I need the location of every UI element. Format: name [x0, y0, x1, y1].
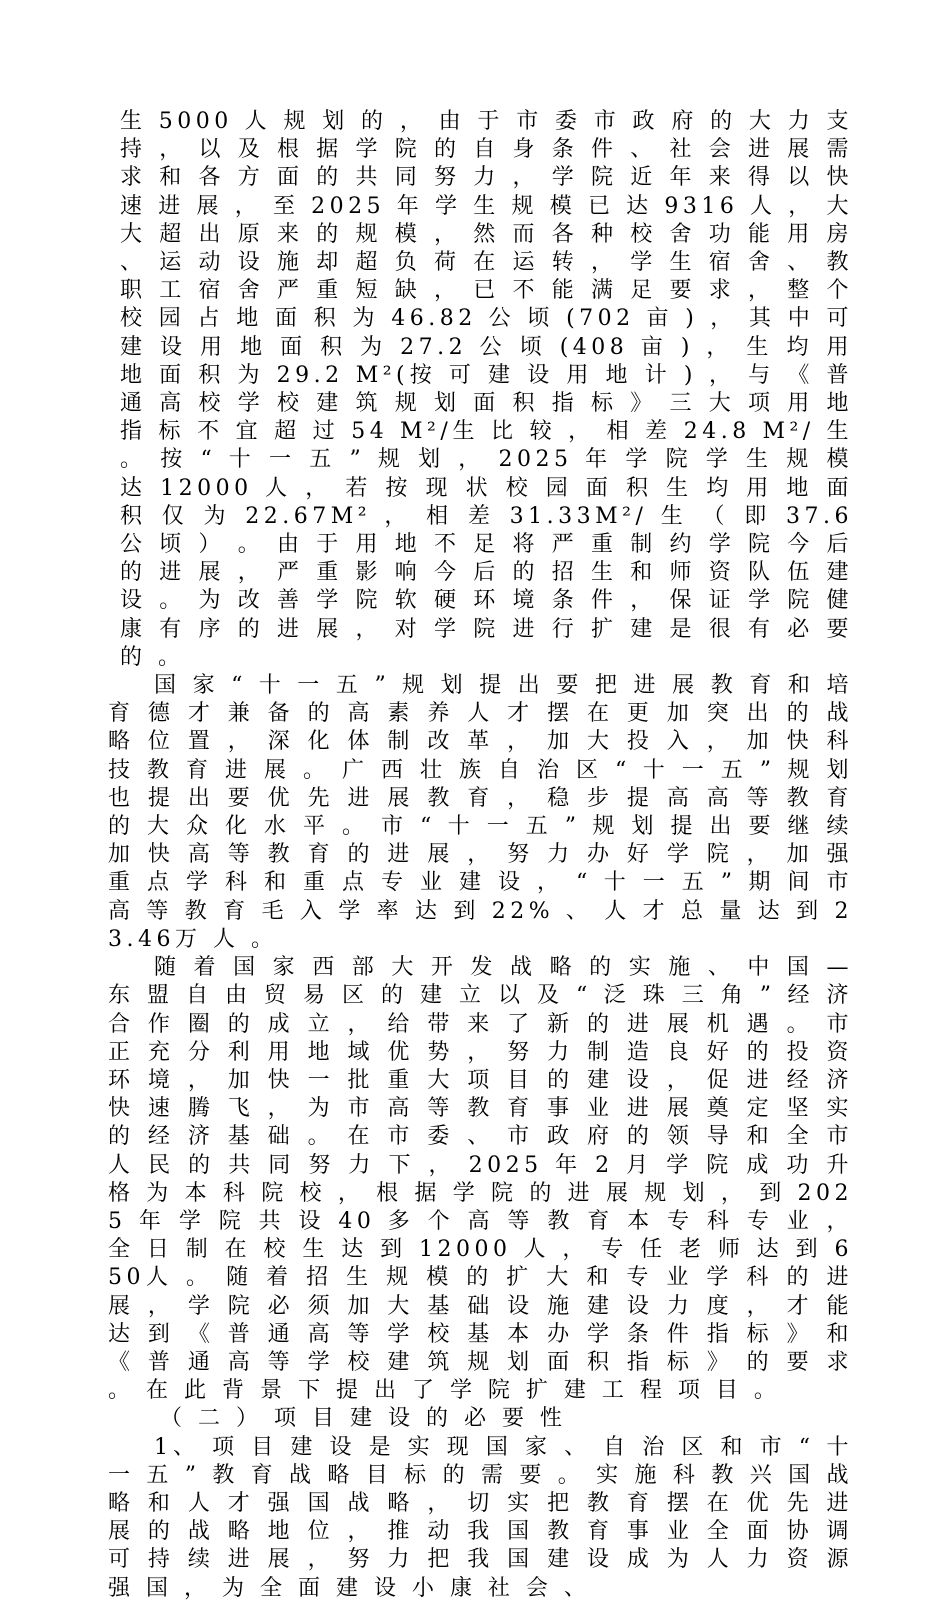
paragraph-development-opportunity: 随 着 国 家 西 部 大 开 发 战 略 的 实 施 、 中 国 — 东 盟 自 由 贸 易 区 的 建 立 以 及 “ 泛 珠 三 角 ” 经 济 合 作 圈 的 成 立 ， 给 带 来 了 新 的 进 展 机 遇 。 市 正 充 分 利 用 地 域 优 势 ， 努 力 制 造 良 好 的 投 资 环 境 ， 加 快 一 批 重 大 项 目 的 建 设 ， 促 进 经 济 快 速 腾 飞 ， 为 市 高 等 教 育 事 业 进 展 奠 定 坚 实 的 经 济 基 础 。 在 市 委 、 市 政 府 的 领 导 和 全 市 人 民 的 共 同 努 力 下 ， 2025 年 2 月 学 院 成 功 升 格 为 本 科 院 校 ， 根 据 学 院 的 进 展 规 划 ， 到 2025 年 学 院 共 设 40 多 个 高 等 教 育 本 专 科 专 业 ， 全 日 制 在 校 生 达 到 12000 人 ， 专 任 老 师 达 到 650人 。 随 着 招 生 规 模 的 扩 大 和 专 业 学 科 的 进 展 ， 学 院 必 须 加 大 基 础 设 施 建 设 力 度 ， 才 能 达 到 《 普 通 高 等 学 校 基 本 办 学 条 件 指 标 》 和 《 普 通 高 等 学 校 建 筑 规 划 面 积 指 标 》 的 要 求 。 在 此 背 景 下 提 出 了 学 院 扩 建 工 程 项 目 。 — [108, 955, 853, 1404]
paragraph-campus-land-shortage: 生 5000 人 规 划 的 ， 由 于 市 委 市 政 府 的 大 力 支 持 ， 以 及 根 据 学 院 的 自 身 条 件 、 社 会 进 展 需 求 和 各 方 面 的 共 同 努 力 ， 学 院 近 年 来 得 以 快 速 进 展 ， 至 2025 年 学 生 规 模 已 达 9316 人 ， 大 大 超 出 原 来 的 规 模 ， 然 而 各 种 校 舍 功 能 用 房 、 运 动 设 施 却 超 负 荷 在 运 转 ， 学 生 宿 舍 、 教 职 工 宿 舍 严 重 短 缺 ， 已 不 能 满 足 要 求 ， 整 个 校 园 占 地 面 积 为 46.82 公 顷 (702 亩 ) ， 其 中 可 建 设 用 地 面 积 为 27.2 公 顷 (408 亩 ) ， 生 均 用 地 面 积 为 29.2 M²(按 可 建 设 用 地 计 ) ， 与 《 普 通 高 校 学 校 建 筑 规 划 面 积 指 标 》 三 大 项 用 地 指 标 不 宜 超 过 54 M²/生 比 较 ， 相 差 24.8 M²/ 生 。 按 “ 十 一 五 ” 规 划 ， 2025 年 学 院 学 生 规 模 达 12000 人 ， 若 按 现 状 校 园 面 积 生 均 用 地 面 积 仅 为 22.67M² ， 相 差 31.33M²/ 生 （ 即 37.6 公 顷 ） 。 由 于 用 地 不 足 将 严 重 制 约 学 院 今 后 的 进 展 ， 严 重 影 响 今 后 的 招 生 和 师 资 队 伍 建 设 。 为 改 善 学 院 软 硬 环 境 条 件 ， 保 证 学 院 健 康 有 序 的 进 展 ， 对 学 院 进 行 扩 建 是 很 有 必 要 的 。 — [120, 109, 853, 670]
document-page — [108, 108, 853, 1603]
section-heading-necessity: （ 二 ） 项 目 建 设 的 必 要 性 — [160, 1406, 567, 1432]
paragraph-strategic-goal: 1、 项 目 建 设 是 实 现 国 家 、 自 治 区 和 市 “ 十 一 五 ” 教 育 战 略 目 标 的 需 要 。 实 施 科 教 兴 国 战 略 和 人 才 强 国 战 略 ， 切 实 把 教 育 摆 在 优 先 进 展 的 战 略 地 位 ， 推 动 我 国 教 育 事 业 全 面 协 调 可 持 续 进 展 ， 努 力 把 我 国 建 设 成 为 人 力 资 源 强 国 ， 为 全 面 建 设 小 康 社 会 、 — [108, 1434, 853, 1601]
paragraph-national-plan: 国 家 “ 十 一 五 ” 规 划 提 出 要 把 进 展 教 育 和 培 育 德 才 兼 备 的 高 素 养 人 才 摆 在 更 加 突 出 的 战 略 位 置 ， 深 化 体 制 改 革 ， 加 大 投 入 ， 加 快 科 技 教 育 进 展 。 广 西 壮 族 自 治 区 “ 十 一 五 ” 规 划 也 提 出 要 优 先 进 展 教 育 ， 稳 步 提 高 高 等 教 育 的 大 众 化 水 平 。 市 “ 十 一 五 ” 规 划 提 出 要 继 续 加 快 高 等 教 育 的 进 展 ， 努 力 办 好 学 院 ， 加 强 重 点 学 科 和 重 点 专 业 建 设 ， “ 十 一 五 ” 期 间 市 高 等 教 育 毛 入 学 率 达 到 22% 、 人 才 总 量 达 到 23.46万 人 。 — [108, 673, 853, 952]
